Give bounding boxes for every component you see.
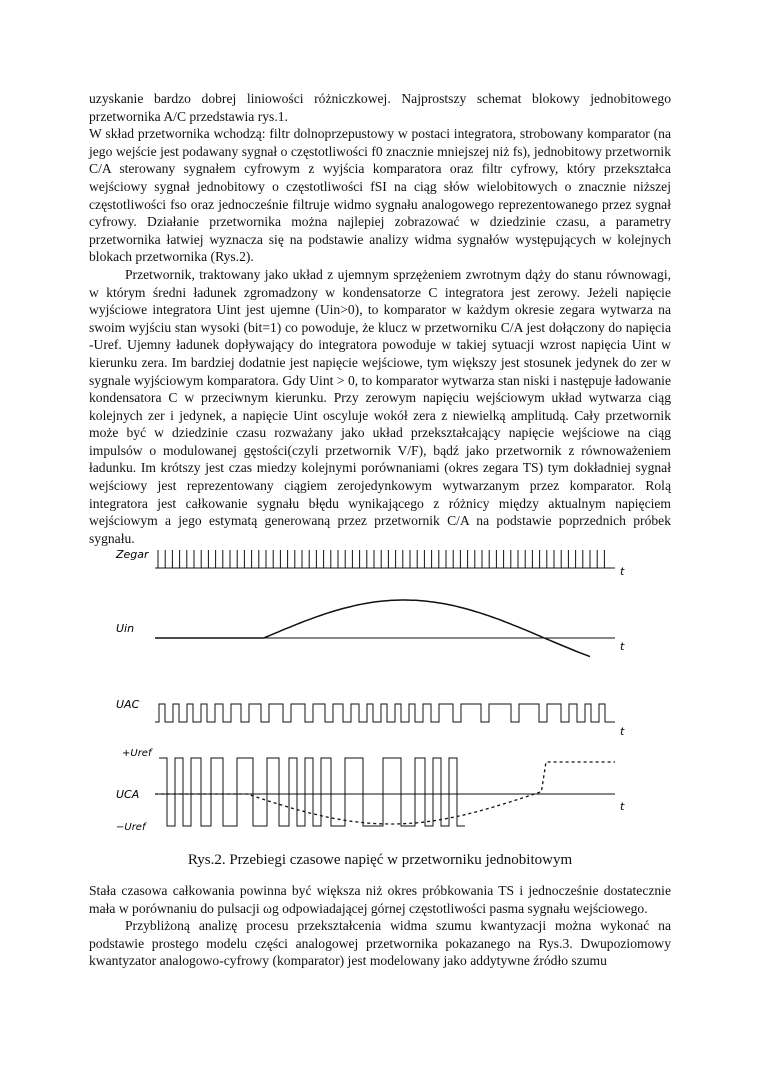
- body-text: [89, 90, 671, 547]
- uca-pulses: [159, 758, 465, 826]
- t-label-uac: t: [620, 725, 625, 738]
- t-label-clock: t: [620, 565, 625, 578]
- paragraph-2: W skład przetwornika wchodzą: filtr dolnoprzepustowy w postaci integratora, strobowany komparator (na jego wejście jest podawany sygnał o częstotliwości f0 znacznie mniejszej niż fs), jednobitowy przetwornik C/A sterowany sygnałem cyfrowym z wyjścia komparatora oraz filtr cyfrowy, który przekształca wejściowy sygnał jednobitowy o częstotliwości fSI na ciąg słów wielobitowych o znacznie niższej częstotliwości fso oraz jednocześnie filtruje widmo sygnału analogowego reprezentowanego przez sygnał cyfrowy. Działanie przetwornika można najlepiej zobrazować w dziedzinie czasu, a parametry przetwornika łatwiej wyznacza się na podstawie analizy widma sygnałów występujących w kolejnych blokach przetwornika (Rys.2).: [89, 126, 671, 265]
- timing-figure: [100, 530, 660, 835]
- uref-pos-label: +Uref: [122, 748, 152, 759]
- clock-label: Zegar: [116, 548, 149, 561]
- paragraph-5: Przybliżoną analizę procesu przekształcenia widma szumu kwantyzacji można wykonać na podstawie prostego modelu części analogowej przetwornika pokazanego na Rys.3. Dwupoziomowy kwantyzator analogowo-cyfrowy (komparator) jest modelowany jako addytywne źródło szumu: [89, 918, 671, 969]
- uac-waveform: [155, 704, 615, 722]
- uin-curve: [155, 600, 590, 657]
- t-label-uin: t: [620, 640, 625, 653]
- uca-label: UCA: [116, 788, 140, 801]
- paragraph-1: uzyskanie bardzo dobrej liniowości różniczkowej. Najprostszy schemat blokowy jednobitowego przetwornika A/C przedstawia rys.1.: [89, 91, 671, 124]
- uin-waveform: [155, 600, 615, 657]
- uac-pulses: [155, 704, 615, 722]
- clock-waveform: [155, 550, 615, 568]
- timing-diagram: [100, 530, 660, 835]
- uca-average: [155, 762, 615, 824]
- uin-label: Uin: [116, 622, 135, 635]
- uref-neg-label: −Uref: [116, 822, 146, 833]
- after-text: [89, 882, 671, 970]
- paragraph-4: Stała czasowa całkowania powinna być większa niż okres próbkowania TS i jednocześnie dostatecznie mała w porównaniu do pulsacji ωg odpowiadającej górnej częstotliwości pasma sygnału wejściowego.: [89, 883, 671, 916]
- paragraph-3: Przetwornik, traktowany jako układ z ujemnym sprzężeniem zwrotnym dąży do stanu równowagi, w którym średni ładunek zgromadzony w kondensatorze C integratora jest zerowy. Jeżeli napięcie wyjściowe integratora Uint jest ujemne (Uin>0), to komparator w każdym okresie zegara wytwarza na swoim wyjściu stan wysoki (bit=1) co powoduje, że klucz w przetworniku C/A jest dołączony do napięcia -Uref. Ujemny ładunek dopływający do integratora powoduje w takiej sytuacji wzrost napięcia Uint w kierunku zera. Im bardziej dodatnie jest napięcie wejściowe, tym większy jest stosunek jedynek do zer w sygnale wyjściowym komparatora. Gdy Uint > 0, to komparator wytwarza stan niski i następuje ładowanie kondensatora C w przeciwnym kierunku. Przy zerowym napięciu wejściowym układ wytwarza ciąg kolejnych zer i jedynek, a napięcie Uint oscyluje wokół zera z niewielką amplitudą. Cały przetwornik może być w dziedzinie czasu rozważany jako układ przekształcający napięcie wejściowe na ciąg impulsów o modulowanej gęstości(czyli przetwornik V/F), bądź jako przetwornik z równoważeniem ładunku. Im krótszy jest czas miedzy kolejnymi porównaniami (okres zegara TS) tym dokładniej sygnał wejściowy jest reprezentowany ciągiem zerojedynkowym wytwarzanym przez komparator. Rolą integratora jest całkowanie sygnału błędu wynikającego z różnicy między aktualnym napięciem wejściowym a jego estymatą generowaną przez przetwornik C/A na podstawie poprzednich próbek sygnału.: [89, 266, 671, 546]
- t-label-uca: t: [620, 800, 625, 813]
- uac-label: UAC: [116, 698, 140, 711]
- clock-pulses: [155, 550, 615, 568]
- uca-waveform: [155, 758, 615, 826]
- figure-caption: Rys.2. Przebiegi czasowe napięć w przetworniku jednobitowym: [187, 852, 573, 868]
